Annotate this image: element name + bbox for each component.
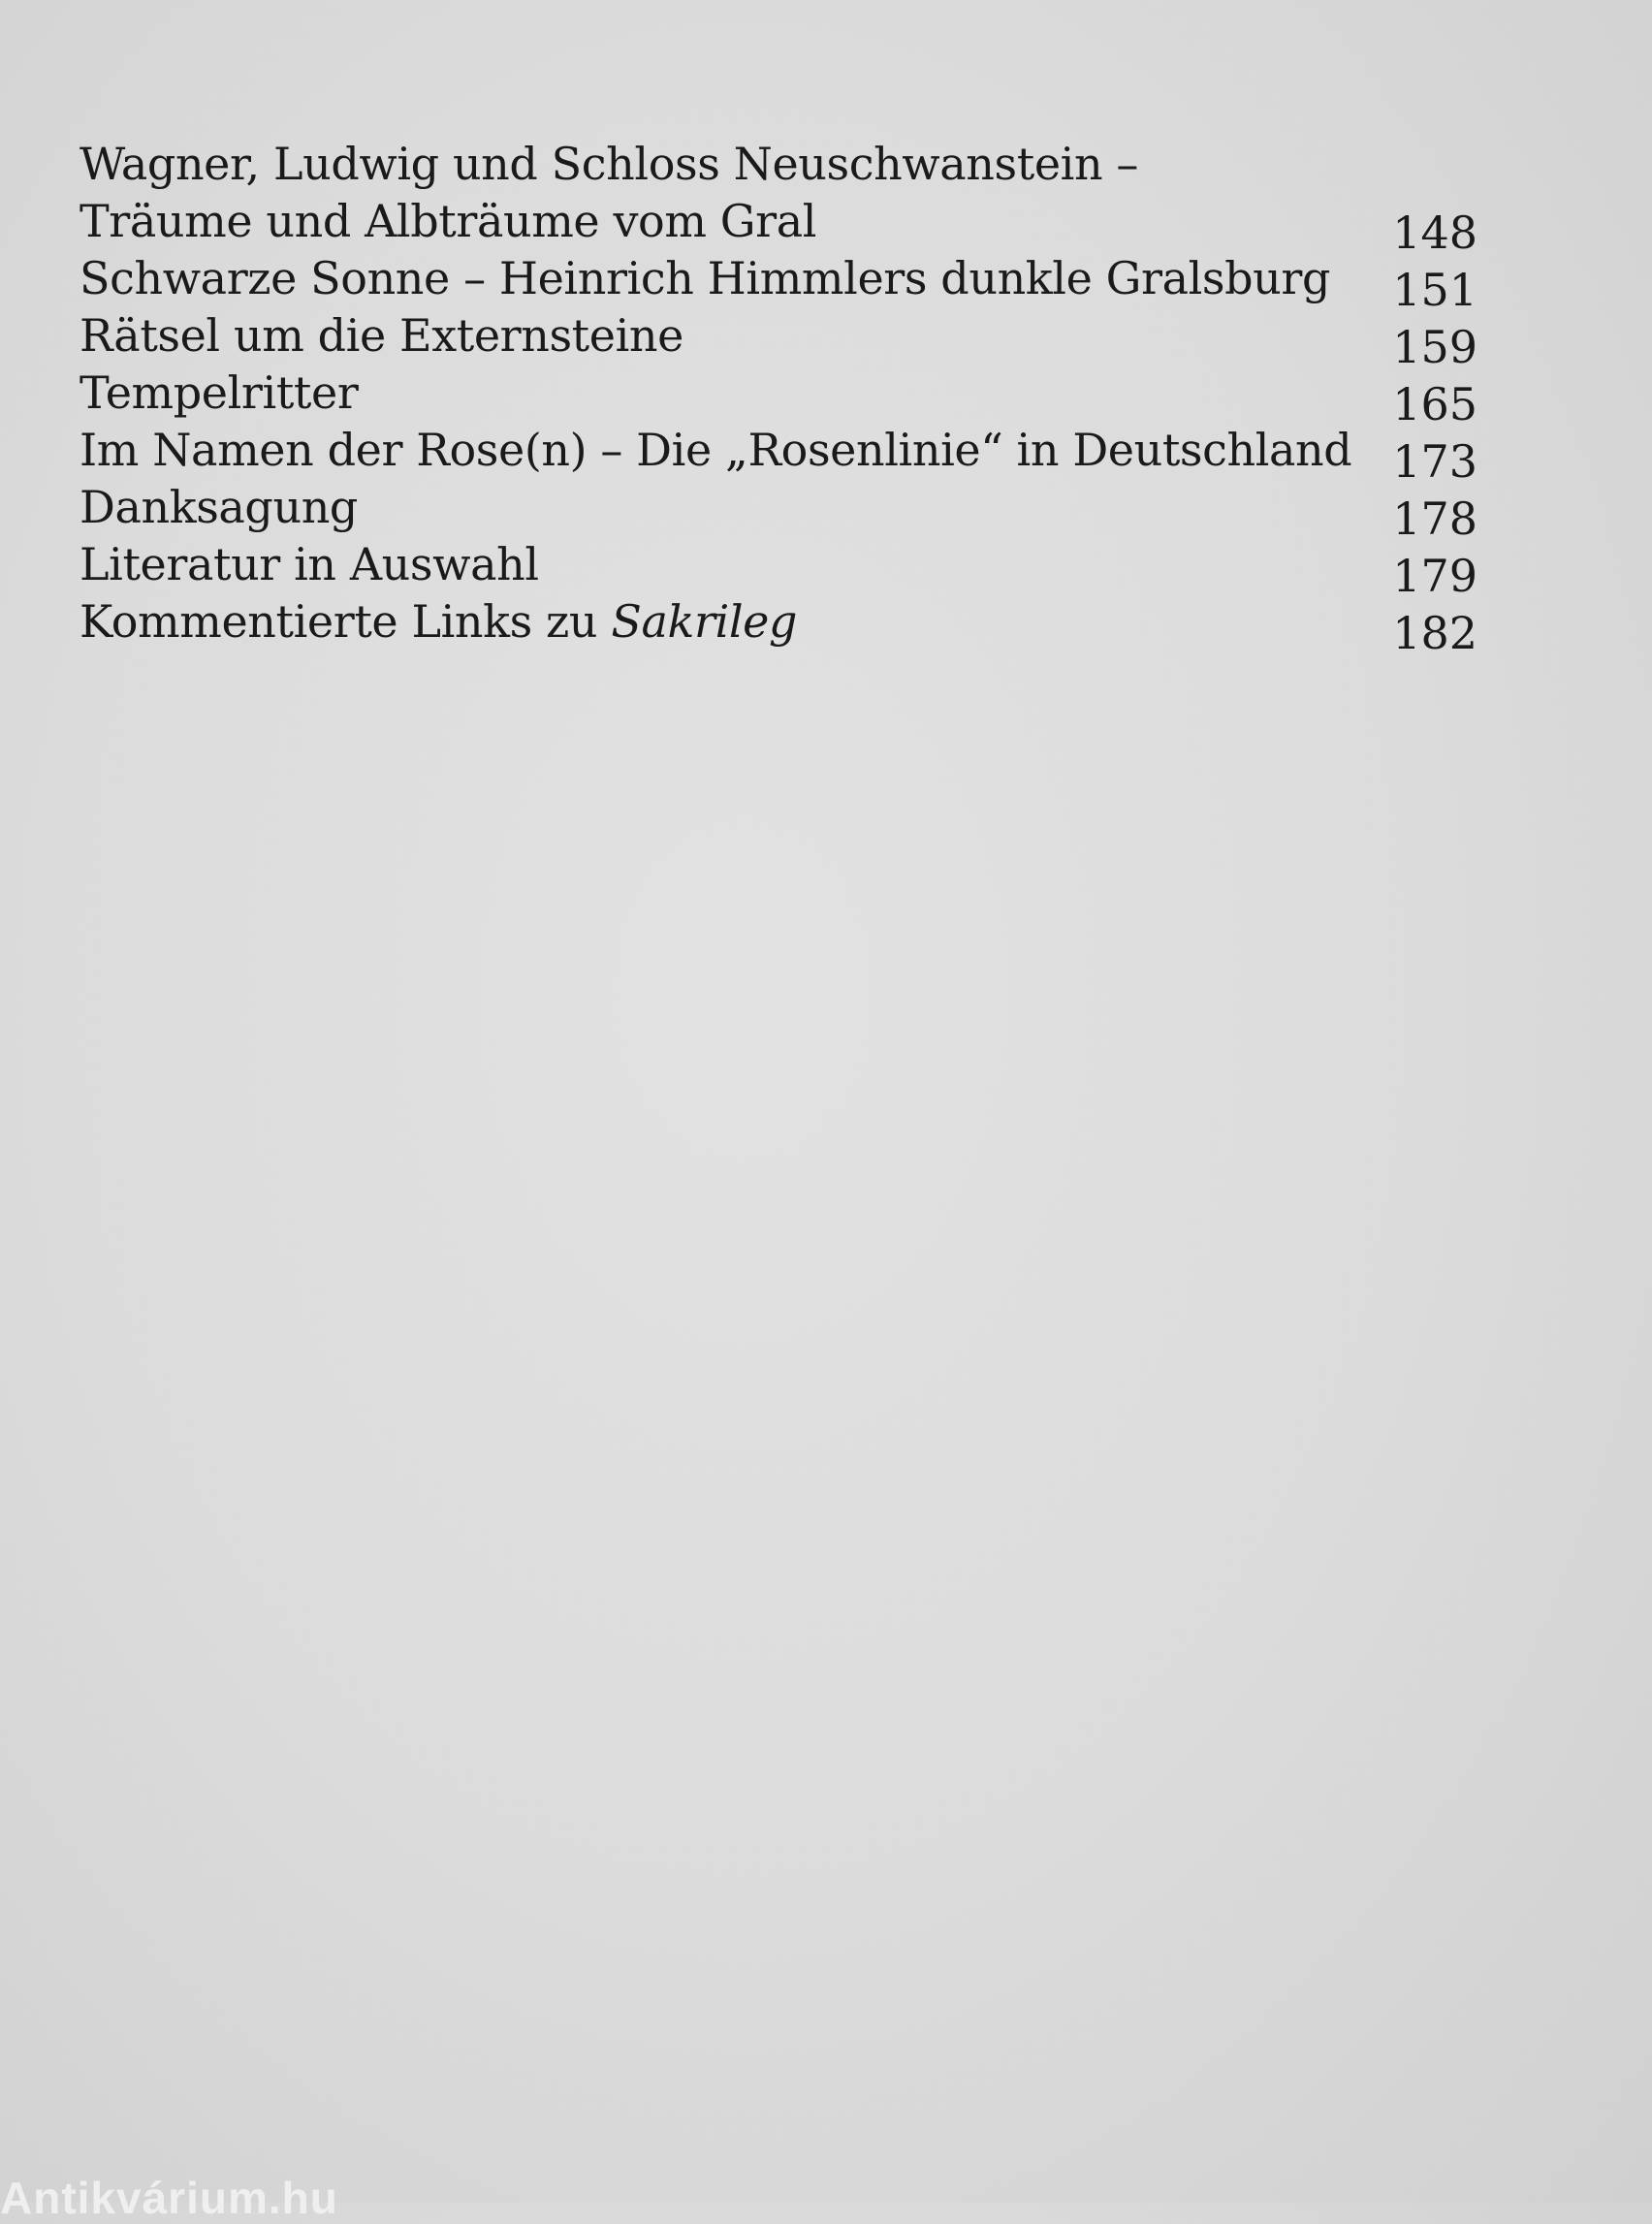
toc-entry-title-italic: Sakrileg: [611, 595, 798, 648]
toc-entry-title: [79, 593, 1477, 651]
toc-entry-wagner: [79, 136, 1477, 259]
toc-entry-links: [79, 593, 1477, 659]
toc-entry-literatur: [79, 536, 1477, 602]
toc-entry-title: Danksagung: [79, 481, 358, 533]
toc-entry-title: Wagner, Ludwig und Schloss Neuschwanstein –: [79, 138, 1139, 190]
toc-page-number: 159: [1392, 321, 1477, 373]
watermark: Antikvárium.hu: [0, 2173, 338, 2223]
toc-entry-externsteine: [79, 307, 1477, 373]
toc-entry-title: Literatur in Auswahl: [79, 538, 539, 590]
toc-entry-tempelritter: [79, 365, 1477, 430]
toc-entry-title: Im Namen der Rose(n) – Die „Rosenlinie“ in Deutschland: [79, 424, 1352, 476]
toc-entry-title: Tempelritter: [79, 366, 359, 419]
toc-entry-danksagung: [79, 479, 1477, 545]
toc-entry-title: Rätsel um die Externsteine: [79, 309, 683, 362]
toc-entry-rosenlinie: [79, 422, 1477, 488]
table-of-contents: [79, 136, 1477, 659]
toc-entry-title-continued: Träume und Albträume vom Gral: [79, 195, 817, 247]
toc-page-number: 165: [1392, 378, 1477, 430]
toc-entry-title: Schwarze Sonne – Heinrich Himmlers dunkle Gralsburg: [79, 252, 1331, 304]
toc-page-number: 151: [1392, 264, 1477, 316]
toc-page-number: 173: [1392, 435, 1477, 488]
toc-page-number: 179: [1392, 550, 1477, 602]
toc-page-number: 182: [1392, 607, 1477, 659]
toc-page-number: 178: [1392, 492, 1477, 545]
toc-entry-schwarze-sonne: [79, 250, 1477, 316]
toc-page-number: 148: [1392, 207, 1477, 259]
toc-entry-title-text: Kommentierte Links zu: [79, 595, 612, 648]
